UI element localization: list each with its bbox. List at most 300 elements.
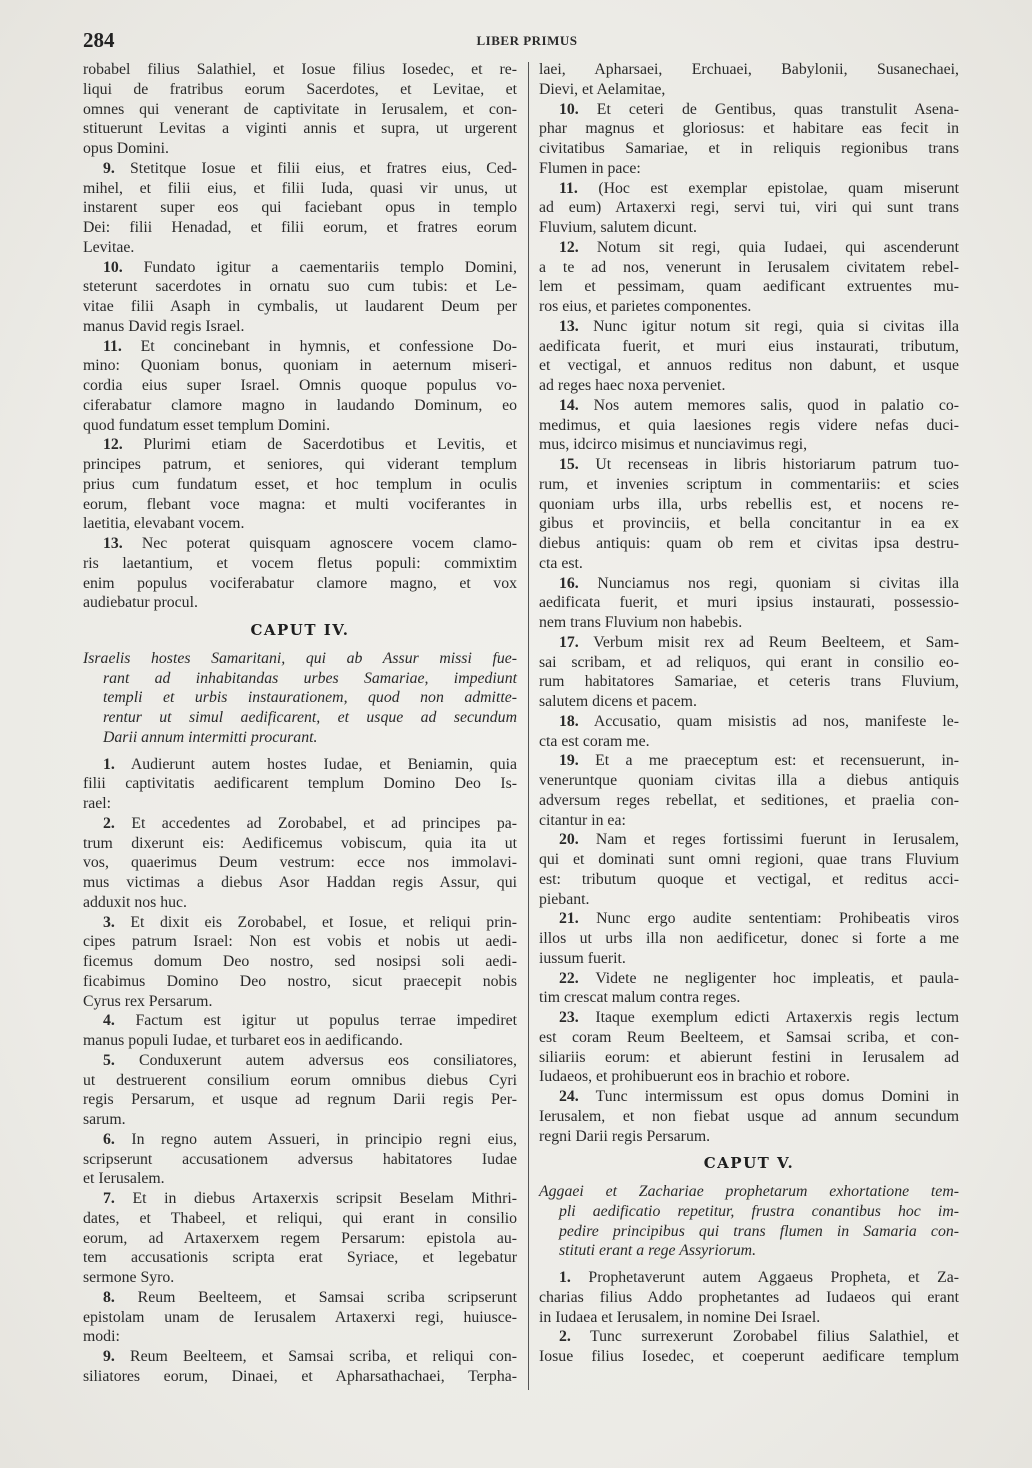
line-text: Audierunt autem hostes Iudae, et Beniamin, quia bbox=[130, 755, 517, 773]
line-text: sermone Syro. bbox=[83, 1269, 175, 1286]
line-text: illos ut urbs illa non aedificetur, donec si forte a me bbox=[539, 930, 959, 947]
line-text: Fundato igitur a caementariis templo Domini, bbox=[143, 258, 517, 276]
text-line bbox=[539, 1268, 959, 1288]
line-text: est: tributum quoque et vectigal, et reditus acci- bbox=[539, 870, 959, 888]
spacer bbox=[83, 748, 517, 755]
text-line bbox=[83, 1229, 517, 1249]
text-line bbox=[539, 909, 959, 929]
text-line bbox=[539, 376, 959, 396]
line-text: pedire principibus qui trans flumen in Samaria con- bbox=[559, 1222, 959, 1240]
line-text: rentur ut simul aedificarent, et usque ad secundum bbox=[103, 709, 517, 726]
line-text: Flumen in pace: bbox=[539, 159, 641, 177]
line-text: Et dixit eis Zorobabel, et Iosue, et reliqui prin- bbox=[130, 913, 518, 931]
verse-number: 12. bbox=[559, 238, 579, 256]
text-line bbox=[539, 198, 959, 218]
text-line bbox=[83, 1110, 517, 1130]
line-text: ciferabatur clamore magno in laudando Dominum, eo bbox=[83, 396, 517, 414]
verse bbox=[83, 755, 517, 814]
text-line bbox=[539, 218, 959, 238]
line-text: modi: bbox=[83, 1328, 120, 1346]
text-line bbox=[83, 873, 517, 893]
line-text: piebant. bbox=[539, 890, 590, 908]
text-line bbox=[83, 554, 517, 574]
text-line bbox=[83, 119, 517, 139]
line-text: ad eum) Artaxerxi regi, servi tui, viri qui sunt trans bbox=[539, 199, 959, 217]
text-line bbox=[539, 139, 959, 159]
text-line bbox=[83, 337, 517, 357]
line-text: Ut recenseas in libris historiarum patrum tuo- bbox=[595, 456, 959, 473]
line-text: Nunc ergo audite sententiam: Prohibeatis viros bbox=[596, 910, 959, 928]
spacer bbox=[539, 1261, 959, 1268]
line-text: regni Darii regis Persarum. bbox=[539, 1127, 711, 1145]
text-line bbox=[83, 834, 517, 854]
text-line bbox=[83, 455, 517, 475]
text-line bbox=[83, 100, 517, 120]
text-line bbox=[539, 593, 959, 613]
line-text: Nos autem memores salis, quod in palatio co- bbox=[593, 396, 959, 414]
text-line bbox=[83, 60, 517, 80]
line-text: omnes qui venerant de captivitate in Ierusalem, et con- bbox=[83, 100, 517, 118]
line-text: aedificata fuerit, et muri ipsius instaurati, possessio- bbox=[539, 594, 959, 612]
line-text: siliatores eorum, Dinaei, et Apharsathachaei, Terpha- bbox=[83, 1367, 517, 1385]
verse-number: 2. bbox=[103, 814, 115, 832]
text-line bbox=[539, 613, 959, 633]
text-line bbox=[83, 593, 517, 613]
text-line bbox=[83, 1090, 517, 1110]
line-text: vitae filii Asaph in cymbalis, ut laudarent Deum per bbox=[83, 298, 517, 315]
text-line bbox=[83, 688, 517, 708]
running-head bbox=[83, 28, 967, 52]
text-line bbox=[83, 534, 517, 554]
line-text: cta est. bbox=[539, 554, 583, 572]
text-line bbox=[539, 1182, 959, 1202]
verse bbox=[539, 712, 959, 752]
chapter-heading: CAPUT V. bbox=[703, 1154, 795, 1173]
text-line bbox=[539, 1308, 959, 1328]
text-line bbox=[83, 1189, 517, 1209]
line-text: adduxit nos huc. bbox=[83, 893, 187, 911]
text-line bbox=[83, 159, 517, 179]
line-text: phar magnus et gloriosus: et habitare eas fecit in bbox=[539, 120, 959, 138]
text-line bbox=[83, 1011, 517, 1031]
text-line bbox=[83, 258, 517, 278]
text-line bbox=[83, 1051, 517, 1071]
text-line bbox=[539, 396, 959, 416]
text-line bbox=[83, 893, 517, 913]
text-line bbox=[539, 949, 959, 969]
verse bbox=[83, 1288, 517, 1347]
text-line bbox=[539, 929, 959, 949]
text-line bbox=[83, 853, 517, 873]
line-text: filii captivitatis aedificarent templum Domino Deo Is- bbox=[83, 775, 517, 793]
text-line bbox=[539, 119, 959, 139]
text-line bbox=[539, 672, 959, 692]
line-text: ficabimus Domino Deo nostro, sicut praecepit nobis bbox=[83, 972, 517, 990]
text-line bbox=[83, 1031, 517, 1051]
line-text: trum dixerunt eis: Aedificemus vobiscum, quia ita ut bbox=[83, 834, 517, 852]
line-text: civitatibus Samariae, et in reliquis regionibus trans bbox=[539, 140, 959, 157]
chapter-summary bbox=[83, 649, 517, 748]
verse bbox=[539, 396, 959, 455]
text-line bbox=[83, 1327, 517, 1347]
line-text: eorum, flebant voce magna: et multi vociferantes in bbox=[83, 495, 517, 513]
verse bbox=[539, 830, 959, 909]
line-text: Accusatio, quam misistis ad nos, manifeste le- bbox=[593, 712, 959, 730]
verse-number: 13. bbox=[559, 317, 579, 335]
text-line bbox=[539, 1008, 959, 1028]
line-text: rum, et invenies scriptum in commentariis: et scies bbox=[539, 475, 959, 493]
text-line bbox=[539, 475, 959, 495]
text-line bbox=[83, 139, 517, 159]
text-line bbox=[539, 1087, 959, 1107]
verse-number: 5. bbox=[103, 1051, 115, 1069]
line-text: Et in diebus Artaxerxis scripsit Beselam Mithri- bbox=[132, 1190, 517, 1207]
verse-number: 7. bbox=[103, 1190, 115, 1207]
text-line bbox=[83, 435, 517, 455]
line-text: instarent super eos qui faciebant opus in templo bbox=[83, 199, 517, 217]
verse-number: 1. bbox=[559, 1269, 571, 1286]
line-text: Notum sit regi, quia Iudaei, qui ascenderunt bbox=[596, 238, 960, 256]
verse-number: 11. bbox=[559, 179, 578, 197]
line-text: manus David regis Israel. bbox=[83, 317, 245, 335]
text-line bbox=[539, 80, 959, 100]
paragraph bbox=[83, 60, 517, 159]
verse bbox=[83, 1347, 517, 1387]
text-line bbox=[83, 475, 517, 495]
text-line bbox=[83, 376, 517, 396]
line-text: Verbum misit rex ad Reum Beelteem, et Sam- bbox=[593, 633, 959, 651]
line-text: tem accusationis scripta erat Syriace, et legebatur bbox=[83, 1249, 517, 1267]
text-line bbox=[83, 932, 517, 952]
text-line bbox=[83, 1169, 517, 1189]
text-line bbox=[539, 1127, 959, 1147]
verse bbox=[83, 258, 517, 337]
line-text: ficemus domum Deo nostro, sed nosipsi soli aedi- bbox=[83, 953, 517, 970]
line-text: Et accedentes ad Zorobabel, et ad principes pa- bbox=[131, 814, 518, 832]
text-line bbox=[539, 1241, 959, 1261]
verse bbox=[539, 455, 959, 574]
verse-number: 14. bbox=[559, 396, 579, 414]
line-text: Plurimi etiam de Sacerdotibus et Levitis, et bbox=[143, 436, 517, 454]
line-text: prius cum fundatum esset, et hoc templum in oculis bbox=[83, 475, 517, 493]
line-text: est coram Reum Beelteem, et Samsai scriba, et con- bbox=[539, 1028, 959, 1046]
text-line bbox=[83, 1150, 517, 1170]
verse-number: 10. bbox=[559, 100, 579, 118]
line-text: medimus, et quia laesiones regis videre nefas duci- bbox=[539, 416, 959, 434]
line-text: laei, Apharsaei, Erchuaei, Babylonii, Susanechaei, bbox=[539, 61, 959, 78]
text-line bbox=[83, 495, 517, 515]
line-text: eorum, ad Artaxerxem regem Persarum: epistola au- bbox=[83, 1229, 517, 1247]
text-line bbox=[539, 1347, 959, 1367]
verse bbox=[83, 913, 517, 1012]
text-line bbox=[83, 1248, 517, 1268]
text-line bbox=[539, 732, 959, 752]
text-line bbox=[539, 337, 959, 357]
right-column bbox=[539, 60, 959, 1367]
line-text: Iudaeos, et prohibuerunt eos in brachio et robore. bbox=[539, 1068, 851, 1086]
line-text: cta est coram me. bbox=[539, 732, 650, 750]
text-line bbox=[539, 100, 959, 120]
line-text: enim populus vociferabatur clamore magno, et vox bbox=[83, 574, 517, 592]
line-text: Stetitque Iosue et filii eius, et fratres eius, Ced- bbox=[130, 159, 517, 177]
text-line bbox=[539, 554, 959, 574]
line-text: liqui de fratribus eorum Sacerdotes, et Levitae, et bbox=[83, 80, 517, 98]
line-text: Dei: filii Henadad, et filii eorum, et fratres eorum bbox=[83, 219, 517, 236]
text-line bbox=[539, 850, 959, 870]
verse-number: 16. bbox=[559, 574, 579, 592]
verse bbox=[83, 534, 517, 613]
verse bbox=[539, 100, 959, 179]
line-text: citantur in ea: bbox=[539, 811, 626, 829]
line-text: Iosue filius Iosedec, et coeperunt aedificare templum bbox=[539, 1348, 959, 1365]
verse bbox=[539, 238, 959, 317]
text-line bbox=[83, 1130, 517, 1150]
verse bbox=[83, 1051, 517, 1130]
text-line bbox=[83, 1347, 517, 1367]
text-line bbox=[539, 297, 959, 317]
line-text: dates, et Thabeel, et reliqui, qui erant in consilio bbox=[83, 1209, 517, 1227]
verse-number: 13. bbox=[103, 535, 123, 552]
left-column bbox=[83, 60, 517, 1387]
verse-number: 19. bbox=[559, 752, 579, 770]
line-text: regis Persarum, et usque ad regnum Darii regis Per- bbox=[83, 1091, 517, 1109]
line-text: Ierusalem, et non fiebat usque ad annum secundum bbox=[539, 1107, 959, 1125]
line-text: ros eius, et parietes componentes. bbox=[539, 298, 752, 315]
page-number: 284 bbox=[83, 28, 115, 52]
verse-number: 6. bbox=[103, 1130, 115, 1148]
text-line bbox=[83, 198, 517, 218]
text-line bbox=[83, 574, 517, 594]
text-line bbox=[539, 890, 959, 910]
paragraph bbox=[539, 60, 959, 100]
line-text: mus victimas a diebus Asor Haddan regis Assur, qui bbox=[83, 874, 517, 891]
text-line bbox=[539, 771, 959, 791]
line-text: robabel filius Salathiel, et Iosue filius Iosedec, et re- bbox=[83, 61, 517, 78]
verse-number: 10. bbox=[103, 258, 123, 276]
line-text: Aggaei et Zachariae prophetarum exhortatione tem- bbox=[539, 1183, 959, 1200]
text-line bbox=[83, 649, 517, 669]
text-line bbox=[539, 574, 959, 594]
text-line bbox=[539, 356, 959, 376]
line-text: Nunc igitur notum sit regi, quia si civitas illa bbox=[593, 317, 959, 335]
text-line bbox=[83, 913, 517, 933]
line-text: Nam et reges fortissimi fuerunt in Ierusalem, bbox=[595, 831, 960, 849]
text-line bbox=[539, 1107, 959, 1127]
line-text: Tunc intermissum est opus domus Domini in bbox=[595, 1088, 959, 1105]
text-line bbox=[539, 277, 959, 297]
line-text: a te ad nos, venerunt in Ierusalem civitatem rebel- bbox=[539, 258, 959, 276]
line-text: rael: bbox=[83, 795, 112, 812]
text-line bbox=[539, 1327, 959, 1347]
text-line bbox=[83, 356, 517, 376]
line-text: Prophetaverunt autem Aggaeus Propheta, et Za- bbox=[588, 1269, 960, 1286]
text-line bbox=[539, 1048, 959, 1068]
text-line bbox=[539, 159, 959, 179]
text-line bbox=[539, 416, 959, 436]
line-text: manus populi Iudae, et turbaret eos in aedificando. bbox=[83, 1032, 403, 1049]
verse-number: 21. bbox=[559, 910, 579, 928]
text-line bbox=[539, 60, 959, 80]
text-line bbox=[539, 988, 959, 1008]
verse bbox=[83, 435, 517, 534]
verse-number: 15. bbox=[559, 456, 579, 473]
text-line bbox=[539, 179, 959, 199]
text-line bbox=[83, 514, 517, 534]
line-text: Reum Beelteem, et Samsai scriba scripserunt bbox=[137, 1288, 518, 1306]
line-text: diebus antiquis: quam ob rem et civitas ipsa destru- bbox=[539, 535, 959, 552]
text-line bbox=[539, 1067, 959, 1087]
column-divider bbox=[528, 62, 529, 1390]
line-text: et vectigal, et annuos reditus non dabunt, et usque bbox=[539, 357, 959, 375]
text-line bbox=[83, 794, 517, 814]
line-text: et Ierusalem. bbox=[83, 1170, 165, 1188]
line-text: laetitia, elevabant vocem. bbox=[83, 515, 245, 533]
line-text: In regno autem Assueri, in principio regni eius, bbox=[131, 1130, 517, 1148]
line-text: mihel, et filii eius, et filii Iuda, quasi vir unus, ut bbox=[83, 179, 517, 197]
line-text: Cyrus rex Persarum. bbox=[83, 992, 213, 1010]
line-text: Et concinebant in hymnis, et confessione Do- bbox=[140, 337, 517, 355]
chapter-summary bbox=[539, 1182, 959, 1261]
line-text: cordia eius super Israel. Omnis quoque populus vo- bbox=[83, 377, 517, 394]
line-text: veneruntque quoniam civitas illa a diebus antiquis bbox=[539, 772, 959, 789]
text-line bbox=[539, 514, 959, 534]
line-text: mus, idcirco misimus et nunciavimus regi, bbox=[539, 436, 808, 454]
verse-number: 8. bbox=[103, 1288, 115, 1306]
verse-number: 2. bbox=[559, 1328, 571, 1346]
text-line bbox=[83, 416, 517, 436]
line-text: Videte ne negligenter hoc impleatis, et paula- bbox=[595, 969, 959, 987]
verse-number: 24. bbox=[559, 1088, 579, 1105]
line-text: Dievi, et Aelamitae, bbox=[539, 80, 666, 98]
text-line bbox=[83, 952, 517, 972]
text-line bbox=[83, 80, 517, 100]
text-line bbox=[83, 992, 517, 1012]
verse-number: 12. bbox=[103, 436, 123, 454]
line-text: nem trans Fluvium non habebis. bbox=[539, 614, 743, 631]
line-text: vos, quaerimus Deum vestrum: ecce nos immolavi- bbox=[83, 854, 517, 872]
line-text: epistolam unam de Ierusalem Artaxerxi regi, huiusce- bbox=[83, 1308, 517, 1326]
text-line bbox=[83, 317, 517, 337]
line-text: rum habitatores Samariae, et ceteris trans Fluvium, bbox=[539, 673, 959, 691]
verse bbox=[539, 1008, 959, 1087]
line-text: (Hoc est exemplar epistolae, quam miserunt bbox=[598, 179, 959, 197]
line-text: in Iudaea et Ierusalem, in nomine Dei Israel. bbox=[539, 1308, 821, 1326]
line-text: Israelis hostes Samaritani, qui ab Assur missi fue- bbox=[83, 649, 517, 667]
line-text: salutem dicens et pacem. bbox=[539, 693, 697, 710]
verse-number: 4. bbox=[103, 1012, 115, 1030]
text-line bbox=[539, 870, 959, 890]
line-text: aedificata fuerit, et muri eius instaurati, tributum, bbox=[539, 337, 959, 355]
text-line bbox=[83, 1308, 517, 1328]
text-line bbox=[83, 669, 517, 689]
line-text: Nunciamus nos regi, quoniam si civitas illa bbox=[597, 574, 959, 592]
verse-number: 17. bbox=[559, 633, 579, 651]
verse bbox=[539, 1268, 959, 1327]
line-text: siliariis eorum: et abierunt festini in Ierusalem ad bbox=[539, 1048, 959, 1066]
line-text: charias filius Addo prophetantes ad Iudaeos qui erant bbox=[539, 1288, 959, 1306]
line-text: audiebatur procul. bbox=[83, 594, 198, 612]
verse bbox=[83, 1189, 517, 1288]
verse-number: 1. bbox=[103, 755, 115, 773]
line-text: pli aedificatio repetitur, frustra conantibus hoc im- bbox=[559, 1202, 959, 1220]
line-text: Reum Beelteem, et Samsai scriba, et reliqui con- bbox=[130, 1348, 517, 1365]
line-text: Darii annum intermitti procurant. bbox=[103, 728, 318, 746]
text-line bbox=[83, 728, 517, 748]
line-text: Et a me praeceptum est: et recensuerunt, in- bbox=[595, 752, 960, 770]
line-text: gibus et provinciis, et bella concitantur in ea ex bbox=[539, 515, 959, 533]
verse bbox=[83, 337, 517, 436]
line-text: Tunc surrexerunt Zorobabel filius Salathiel, et bbox=[590, 1328, 959, 1346]
text-line bbox=[83, 972, 517, 992]
text-line bbox=[83, 708, 517, 728]
text-line bbox=[539, 692, 959, 712]
text-line bbox=[83, 179, 517, 199]
line-text: steterunt sacerdotes in ornatu suo cum tubis: et Le- bbox=[83, 278, 517, 296]
text-line bbox=[539, 633, 959, 653]
verse bbox=[83, 1011, 517, 1051]
verse-number: 18. bbox=[559, 712, 579, 730]
text-line bbox=[83, 814, 517, 834]
text-line bbox=[83, 1288, 517, 1308]
line-text: Levitae. bbox=[83, 238, 135, 256]
verse-number: 23. bbox=[559, 1009, 579, 1026]
line-text: Et ceteri de Gentibus, quas transtulit Asena- bbox=[596, 100, 960, 118]
text-line bbox=[539, 1028, 959, 1048]
chapter-heading: CAPUT IV. bbox=[250, 621, 350, 639]
text-line bbox=[539, 1288, 959, 1308]
verse bbox=[83, 1130, 517, 1189]
verse bbox=[539, 317, 959, 396]
line-text: cipes patrum Israel: Non est vobis et nobis ut aedi- bbox=[83, 933, 517, 951]
verse bbox=[83, 814, 517, 913]
line-text: Fluvium, salutem dicunt. bbox=[539, 219, 697, 236]
text-line bbox=[83, 396, 517, 416]
text-line bbox=[539, 495, 959, 515]
text-line bbox=[539, 238, 959, 258]
text-line bbox=[539, 1222, 959, 1242]
text-line bbox=[83, 755, 517, 775]
verse bbox=[539, 909, 959, 968]
text-line bbox=[539, 791, 959, 811]
text-line bbox=[539, 811, 959, 831]
line-text: Factum est igitur ut populus terrae impediret bbox=[135, 1012, 517, 1030]
verse bbox=[539, 969, 959, 1009]
text-line bbox=[83, 1268, 517, 1288]
line-text: Itaque exemplum edicti Artaxerxis regis lectum bbox=[595, 1009, 960, 1026]
text-line bbox=[83, 1071, 517, 1091]
text-line bbox=[539, 534, 959, 554]
verse-number: 20. bbox=[559, 831, 579, 849]
text-line bbox=[539, 258, 959, 278]
verse bbox=[539, 633, 959, 712]
line-text: opus Domini. bbox=[83, 140, 170, 157]
line-text: mino: Quoniam bonus, quoniam in aeternum miseri- bbox=[83, 357, 517, 375]
text-line bbox=[83, 218, 517, 238]
line-text: scripserunt accusationem adversus habitatores Iudae bbox=[83, 1150, 517, 1168]
verse-number: 9. bbox=[103, 1348, 115, 1365]
verse bbox=[539, 574, 959, 633]
text-line bbox=[539, 1202, 959, 1222]
line-text: principes patrum, et seniores, qui viderant templum bbox=[83, 456, 517, 473]
line-text: templi et urbis instaurationem, quod non admitte- bbox=[103, 689, 517, 707]
text-line bbox=[83, 1209, 517, 1229]
text-line bbox=[83, 1367, 517, 1387]
verse bbox=[539, 179, 959, 238]
line-text: sai scribam, et ad reliquos, qui erant in consilio eo- bbox=[539, 653, 959, 671]
verse bbox=[83, 159, 517, 258]
line-text: sarum. bbox=[83, 1111, 126, 1128]
text-line bbox=[539, 653, 959, 673]
